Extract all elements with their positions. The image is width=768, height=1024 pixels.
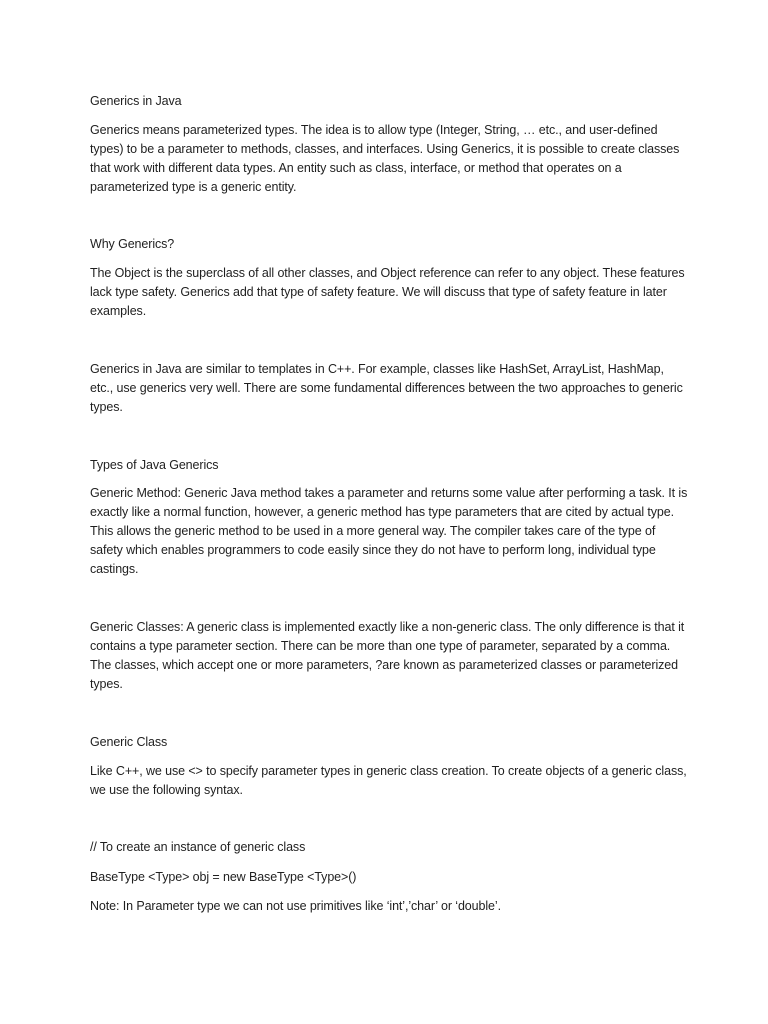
note-paragraph: Note: In Parameter type we can not use primitives like ‘int’,’char’ or ‘double’.	[90, 899, 501, 913]
generic-classes-paragraph: Generic Classes: A generic class is implemented exactly like a non-generic class. The only difference is that it contains a type parameter section. There can be more than one type of parameter, separated by a comma. The classes, which accept one or more parameters, ?are known as parameterized classes or parameterized types.	[90, 620, 685, 691]
templates-paragraph: Generics in Java are similar to templates in C++. For example, classes like HashSet, ArrayList, HashMap, etc., use generics very well. There are some fundamental differences between the two approaches to generic types.	[90, 362, 683, 414]
generic-class-paragraph: Like C++, we use <> to specify parameter types in generic class creation. To create objects of a generic class, we use the following syntax.	[90, 764, 687, 797]
generic-method-paragraph: Generic Method: Generic Java method takes a parameter and returns some value after performing a task. It is exactly like a normal function, however, a generic method has type parameters that are cited by actual type. This allows the generic method to be used in a more general way. The compiler takes care of the type of safety which enables programmers to code easily since they do not have to perform long, individual type castings.	[90, 486, 688, 576]
why-generics-paragraph: The Object is the superclass of all other classes, and Object reference can refer to any object. These features lack type safety. Generics add that type of safety feature. We will discuss that type of safety feature in later examples.	[90, 266, 685, 318]
code-comment: // To create an instance of generic class	[90, 840, 306, 854]
intro-paragraph: Generics means parameterized types. The idea is to allow type (Integer, String, … etc., and user-defined types) to be a parameter to methods, classes, and interfaces. Using Generics, it is possible to create classes that work with different data types. An entity such as class, interface, or method that operates on a parameterized type is a generic entity.	[90, 123, 680, 194]
types-heading: Types of Java Generics	[90, 458, 219, 472]
document-title: Generics in Java	[90, 94, 182, 108]
why-generics-heading: Why Generics?	[90, 237, 175, 251]
generic-class-heading: Generic Class	[90, 735, 168, 749]
code-line: BaseType <Type> obj = new BaseType <Type>()	[90, 870, 357, 884]
